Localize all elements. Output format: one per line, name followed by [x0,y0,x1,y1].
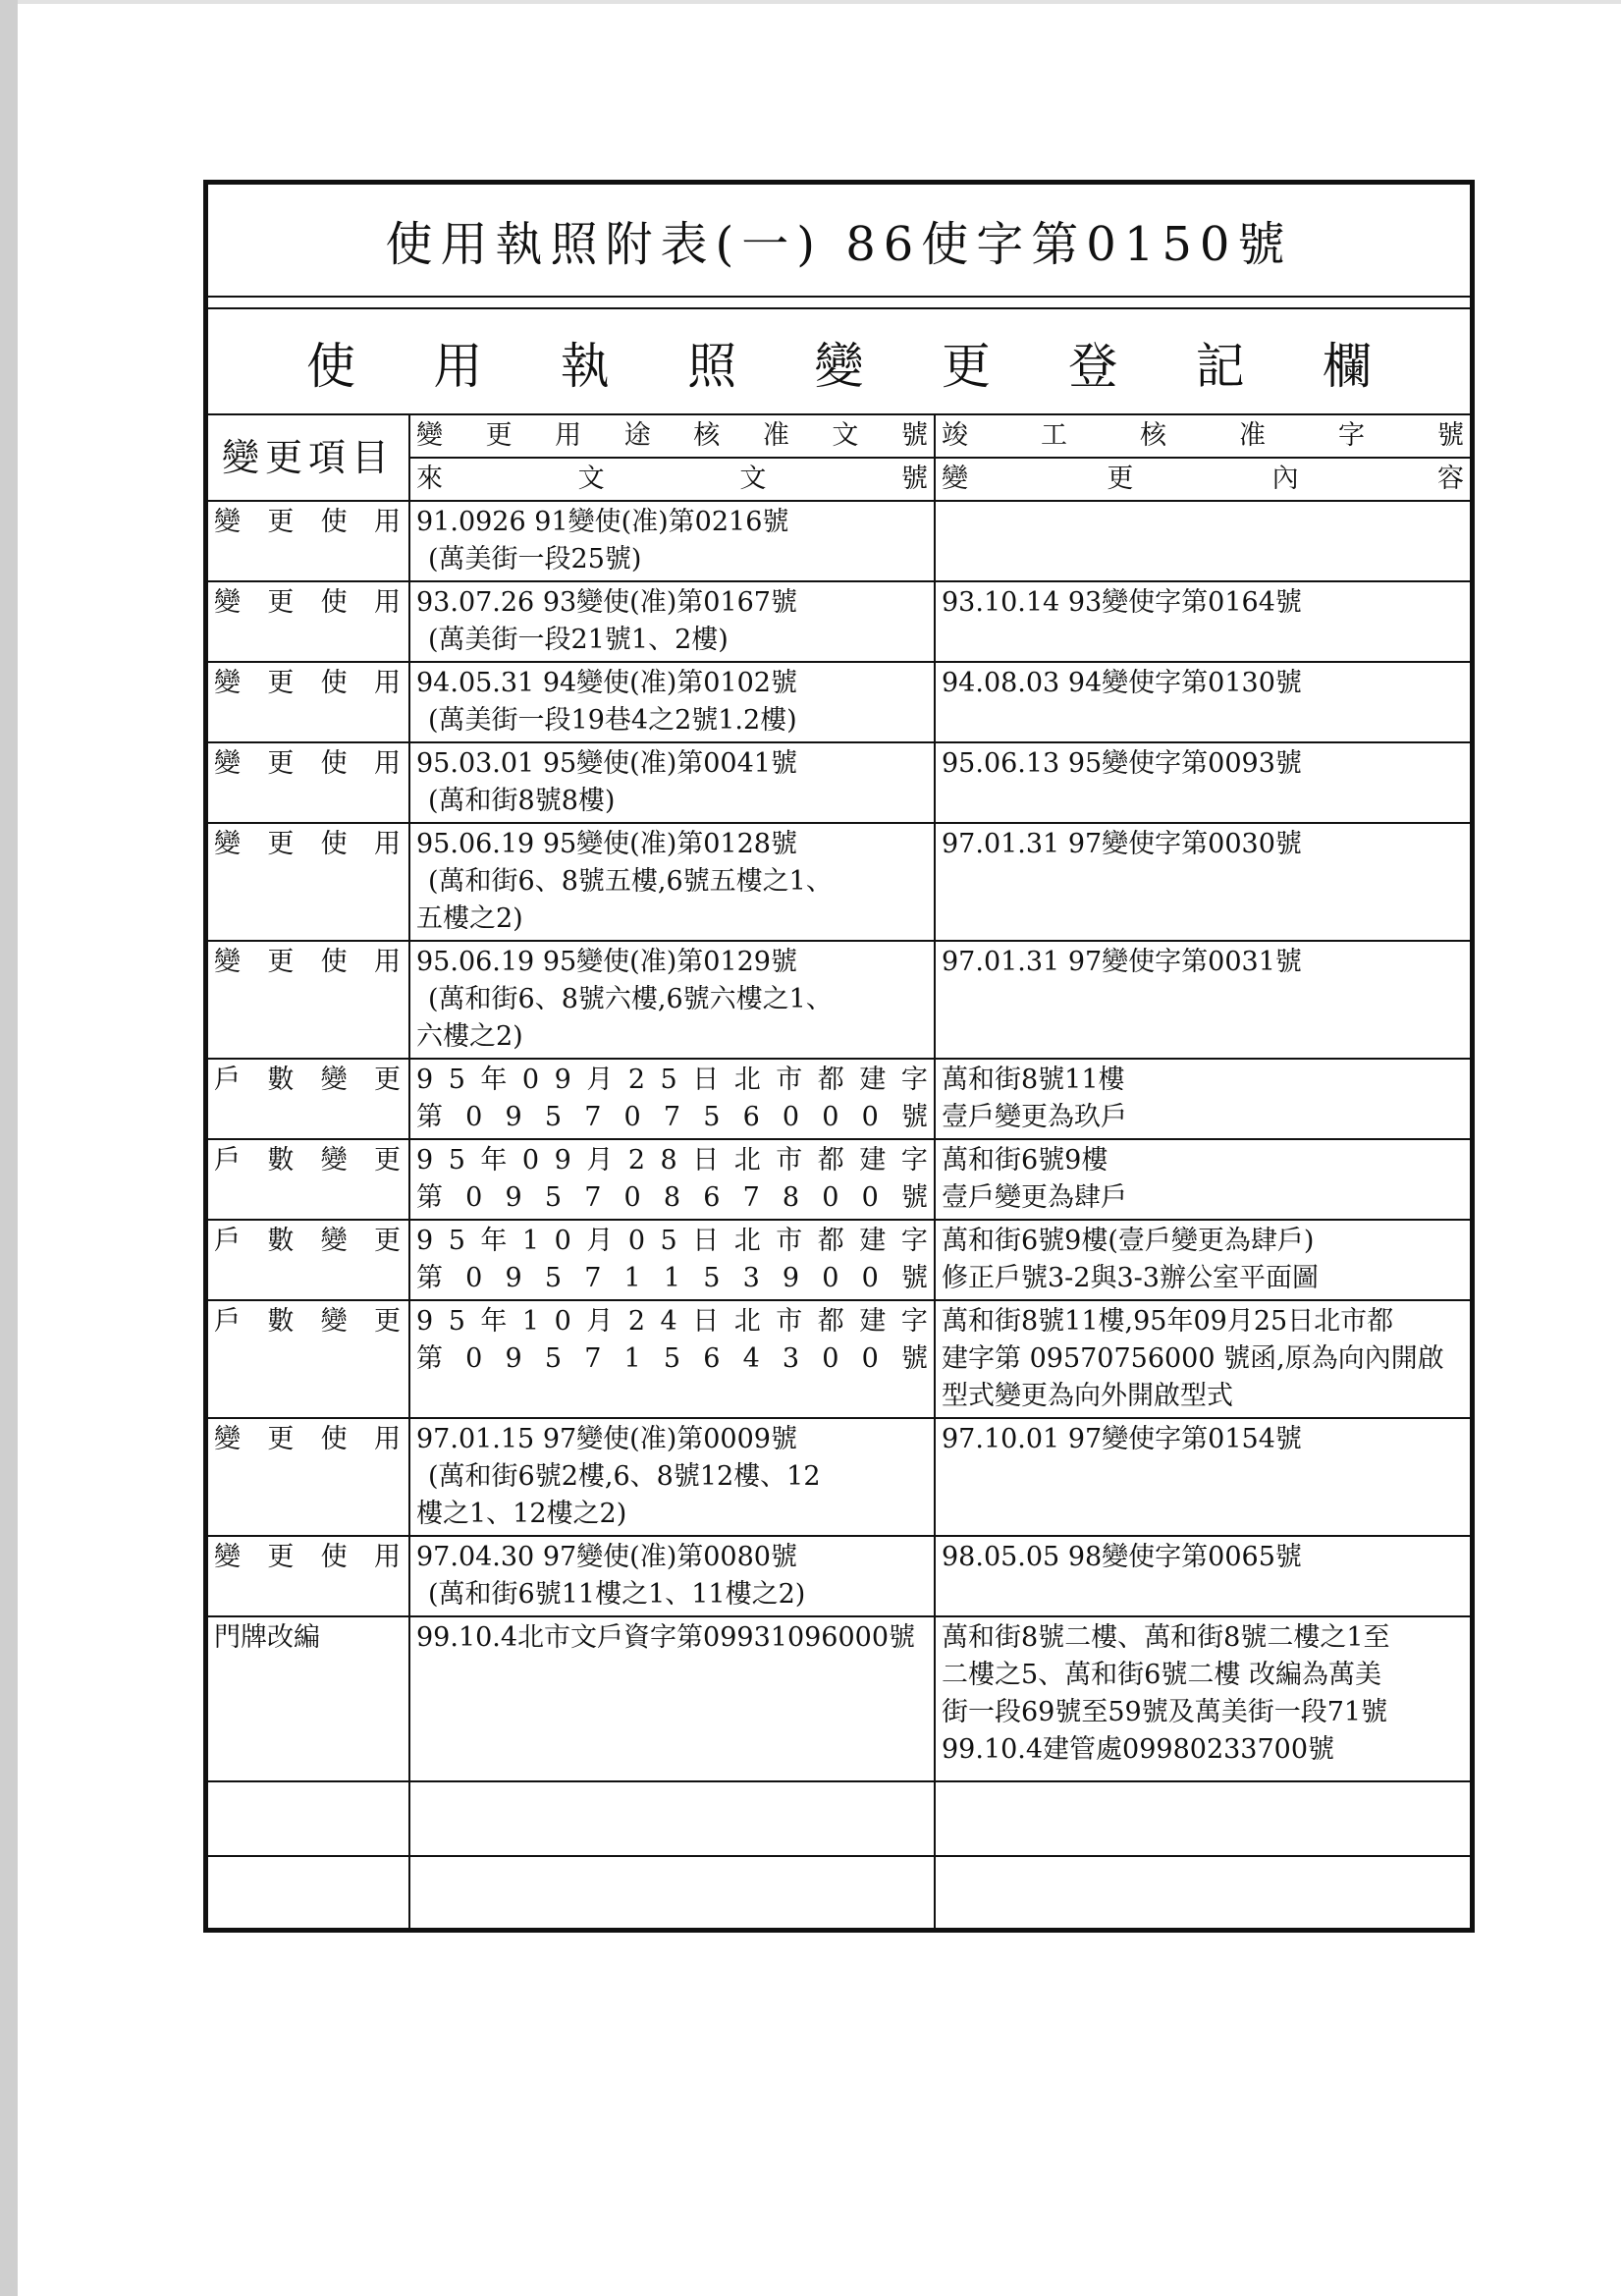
approval-line: 樓之1、12樓之2) [416,1499,627,1529]
approval-line: 第 0 9 5 7 1 5 6 4 3 0 0 號 [416,1343,928,1374]
item-char: 更 [267,829,295,859]
header-change-content [935,458,1470,501]
change-item-cell [208,1300,409,1418]
approval-line: (萬美街一段25號) [428,544,642,574]
approval-line: (萬和街6號11樓之1、11樓之2) [428,1579,806,1610]
approval-line: (萬美街一段19巷4之2號1.2樓) [428,705,797,736]
header-char: 文 [739,464,767,494]
item-char: 更 [373,1065,401,1095]
approval-line: 99.10.4北市文戶資字第09931096000號 [416,1622,916,1653]
approval-cell [409,1536,935,1616]
approval-line: (萬和街6、8號六樓,6號六樓之1、 [428,984,833,1014]
approval-line: 95.06.19 95變使(准)第0129號 [416,947,797,977]
header-char: 內 [1271,464,1299,494]
completion-cell: 萬和街8號二樓、萬和街8號二樓之1至 二樓之5、萬和街6號二樓 改編為萬美 街一段69號至59號及萬美街一段71號 99.10.4建管處09980233700號 [935,1616,1470,1781]
register-row [208,742,1470,823]
item-char: 使 [320,748,348,779]
change-item-cell [208,581,409,662]
heading-char: 記 [1195,338,1245,395]
item-char: 用 [373,507,401,537]
item-char: 更 [267,1424,295,1454]
approval-line: 9 5 年 0 9 月 2 8 日 北 市 都 建 字 [416,1145,928,1175]
section-heading [208,307,1470,415]
item-char: 戶 [214,1226,241,1256]
register-row [208,581,1470,662]
completion-cell [935,501,1470,581]
item-char: 戶 [214,1145,241,1175]
header-char: 竣 [942,420,968,451]
completion-cell: 萬和街8號11樓 壹戶變更為玖戶 [935,1059,1470,1139]
item-char: 變 [214,587,241,618]
completion-cell: 94.08.03 94變使字第0130號 [935,662,1470,742]
heading-char: 使 [306,338,355,395]
approval-cell [409,501,935,581]
header-char: 號 [900,420,928,451]
change-item-cell [208,1856,409,1931]
approval-cell [409,941,935,1059]
header-char: 核 [1140,420,1166,451]
approval-cell [409,1616,935,1781]
completion-cell: 97.10.01 97變使字第0154號 [935,1418,1470,1536]
header-char: 文 [832,420,859,451]
item-char: 變 [320,1306,348,1337]
approval-line: (萬和街8號8樓) [428,786,616,816]
register-row [208,1536,1470,1616]
approval-line: 97.01.15 97變使(准)第0009號 [416,1424,797,1454]
item-char: 變 [214,668,241,698]
header-char: 更 [1107,464,1134,494]
completion-cell: 97.01.31 97變使字第0030號 [935,823,1470,941]
change-item-cell [208,1139,409,1220]
item-char: 戶 [214,1306,241,1337]
item-char: 用 [373,748,401,779]
register-row [208,501,1470,581]
change-item-cell [208,1418,409,1536]
item-char: 更 [267,587,295,618]
approval-line: 第 0 9 5 7 1 1 5 3 9 0 0 號 [416,1263,928,1293]
header-char: 核 [693,420,721,451]
register-row [208,1220,1470,1300]
item-char: 用 [373,829,401,859]
item-char: 用 [373,1424,401,1454]
approval-line: 第 0 9 5 7 0 7 5 6 0 0 0 號 [416,1102,928,1132]
approval-line: 95.06.19 95變使(准)第0128號 [416,829,797,859]
register-row [208,1139,1470,1220]
header-char: 號 [900,464,928,494]
item-char: 使 [320,587,348,618]
approval-cell [409,1220,935,1300]
item-char: 使 [320,668,348,698]
item-char: 變 [214,748,241,779]
change-item-cell [208,501,409,581]
approval-line: 94.05.31 94變使(准)第0102號 [416,668,797,698]
completion-cell: 萬和街6號9樓(壹戶變更為肆戶) 修正戶號3-2與3-3辦公室平面圖 [935,1220,1470,1300]
item-char: 更 [267,668,295,698]
document-title: 使用執照附表(一) 86使字第0150號 [208,185,1470,298]
header-char: 准 [1239,420,1266,451]
header-char: 更 [485,420,513,451]
header-char: 文 [577,464,605,494]
register-row [208,662,1470,742]
approval-line: 9 5 年 1 0 月 0 5 日 北 市 都 建 字 [416,1226,928,1256]
scan-border-top [18,0,1621,4]
header-char: 途 [623,420,651,451]
item-char: 變 [214,1424,241,1454]
header-char: 准 [762,420,789,451]
item-char: 變 [320,1065,348,1095]
register-row [208,941,1470,1059]
change-item-cell [208,742,409,823]
header-approval-no [409,415,935,458]
header-char: 字 [1338,420,1365,451]
completion-cell: 萬和街6號9樓 壹戶變更為肆戶 [935,1139,1470,1220]
item-char: 變 [214,507,241,537]
header-incoming-doc-no [409,458,935,501]
item-char: 變 [214,1542,241,1572]
approval-cell [409,1139,935,1220]
change-item-cell [208,823,409,941]
item-char: 用 [373,668,401,698]
item-char: 更 [373,1306,401,1337]
header-char: 工 [1041,420,1067,451]
approval-line: 95.03.01 95變使(准)第0041號 [416,748,797,779]
item-char: 數 [267,1145,295,1175]
item-char: 戶 [214,1065,241,1095]
heading-char: 欄 [1323,338,1372,395]
license-annex-sheet [203,180,1475,1933]
completion-cell: 萬和街8號11樓,95年09月25日北市都 建字第 09570756000 號函,原為向內開啟 型式變更為向外開啟型式 [935,1300,1470,1418]
approval-line: (萬美街一段21號1、2樓) [428,625,729,655]
approval-cell [409,1856,935,1931]
change-item-cell [208,1536,409,1616]
approval-line: 9 5 年 1 0 月 2 4 日 北 市 都 建 字 [416,1306,928,1337]
change-item-cell [208,941,409,1059]
change-item-cell [208,1059,409,1139]
approval-line: 五樓之2) [416,903,523,934]
register-row [208,823,1470,941]
header-char: 來 [416,464,443,494]
item-char: 使 [320,829,348,859]
change-item-cell [208,1220,409,1300]
header-change-item: 變更項目 [208,415,409,501]
item-char: 更 [267,748,295,779]
item-char: 使 [320,507,348,537]
item-char: 更 [267,947,295,977]
completion-cell: 95.06.13 95變使字第0093號 [935,742,1470,823]
header-char: 用 [555,420,582,451]
approval-line: 91.0926 91變使(准)第0216號 [416,507,789,537]
header-completion-no [935,415,1470,458]
completion-cell: 93.10.14 93變使字第0164號 [935,581,1470,662]
register-row [208,1418,1470,1536]
item-char: 數 [267,1226,295,1256]
header-char: 容 [1436,464,1464,494]
completion-cell [935,1856,1470,1931]
change-item-cell: 門牌改編 [208,1616,409,1781]
item-char: 變 [320,1226,348,1256]
header-row-top [208,415,1470,458]
approval-line: (萬和街6號2樓,6、8號12樓、12 [428,1461,821,1492]
approval-line: 六樓之2) [416,1021,523,1052]
heading-char: 更 [941,338,991,395]
approval-line: 93.07.26 93變使(准)第0167號 [416,587,797,618]
item-char: 數 [267,1065,295,1095]
header-char: 變 [942,464,968,494]
section-heading-text [306,327,1372,398]
register-row [208,1059,1470,1139]
item-char: 更 [267,507,295,537]
scan-border [0,0,18,2296]
completion-cell: 97.01.31 97變使字第0031號 [935,941,1470,1059]
approval-cell [409,1781,935,1856]
change-register-table [208,415,1470,1932]
change-item-cell [208,1781,409,1856]
item-char: 更 [373,1226,401,1256]
item-char: 變 [214,829,241,859]
header-char: 號 [1437,420,1464,451]
heading-char: 執 [560,338,610,395]
item-char: 更 [267,1542,295,1572]
item-char: 變 [214,947,241,977]
item-char: 用 [373,587,401,618]
item-char: 使 [320,1424,348,1454]
register-row [208,1856,1470,1931]
heading-char: 用 [433,338,483,395]
approval-line: 97.04.30 97變使(准)第0080號 [416,1542,797,1572]
item-char: 變 [320,1145,348,1175]
approval-cell [409,662,935,742]
approval-line: 9 5 年 0 9 月 2 5 日 北 市 都 建 字 [416,1065,928,1095]
register-row [208,1300,1470,1418]
approval-cell [409,1059,935,1139]
approval-line: 第 0 9 5 7 0 8 6 7 8 0 0 號 [416,1182,928,1213]
heading-char: 登 [1068,338,1118,395]
heading-char: 變 [814,338,864,395]
approval-line: (萬和街6、8號五樓,6號五樓之1、 [428,866,833,897]
item-char: 使 [320,947,348,977]
item-char: 用 [373,947,401,977]
item-char: 數 [267,1306,295,1337]
heading-char: 照 [687,338,737,395]
item-char: 用 [373,1542,401,1572]
approval-cell [409,823,935,941]
approval-cell [409,742,935,823]
register-row [208,1781,1470,1856]
change-item-cell [208,662,409,742]
approval-cell [409,581,935,662]
approval-cell [409,1300,935,1418]
header-char: 變 [416,420,443,451]
register-row [208,1616,1470,1781]
completion-cell: 98.05.05 98變使字第0065號 [935,1536,1470,1616]
item-char: 更 [373,1145,401,1175]
approval-cell [409,1418,935,1536]
item-char: 使 [320,1542,348,1572]
completion-cell [935,1781,1470,1856]
